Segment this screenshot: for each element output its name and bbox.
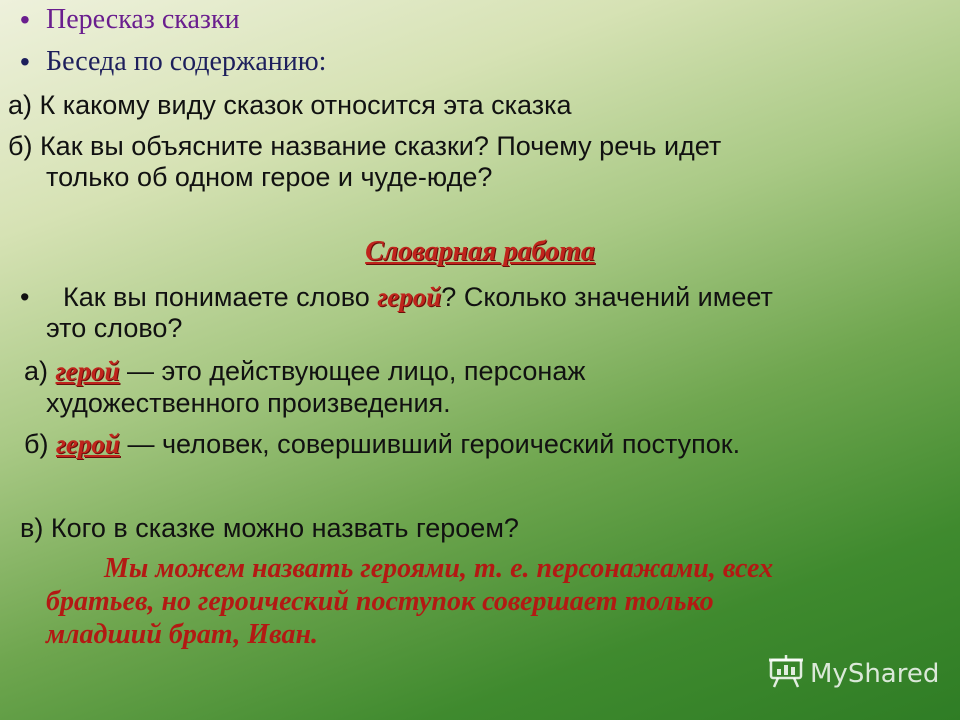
- bullet-glyph: •: [20, 282, 30, 312]
- bullet-text-retelling: Пересказ сказки: [46, 4, 240, 35]
- question-b-line1: б) Как вы объясните название сказки? Почему речь идет: [8, 131, 722, 161]
- definition-a: [24, 355, 585, 387]
- definition-b-rest: — человек, совершивший героический поступок.: [119, 429, 741, 459]
- presentation-board-icon: [768, 654, 804, 695]
- answer-line3: младший брат, Иван.: [46, 619, 319, 650]
- question-a: а) К какому виду сказок относится эта сказка: [8, 90, 572, 120]
- definition-b-word: герой: [55, 429, 120, 459]
- bullet-glyph: •: [20, 4, 30, 35]
- definition-a-line2: художественного произведения.: [46, 388, 451, 418]
- vocab-question-word: герой: [377, 282, 442, 312]
- vocab-heading: Словарная работа: [365, 236, 595, 267]
- definition-b-prefix: б): [24, 429, 56, 459]
- vocab-question-suffix: ? Сколько значений имеет: [441, 282, 773, 312]
- bullet-text-discussion: Беседа по содержанию:: [46, 46, 327, 77]
- watermark-text: MyShared: [810, 659, 940, 689]
- vocab-question-line2: это слово?: [46, 313, 183, 343]
- definition-a-rest: — это действующее лицо, персонаж: [119, 356, 586, 386]
- definition-b: [24, 428, 740, 460]
- vocab-question-prefix: Как вы понимаете слово: [62, 282, 378, 312]
- answer-line1: Мы можем назвать героями, т. е. персонажами, всех: [104, 553, 774, 584]
- vocab-question: [20, 281, 773, 313]
- bullet-glyph: •: [20, 46, 30, 77]
- question-v: в) Кого в сказке можно назвать героем?: [20, 513, 519, 543]
- answer-line2: братьев, но героический поступок совершает только: [46, 586, 714, 617]
- definition-a-prefix: а): [24, 356, 56, 386]
- definition-a-word: герой: [55, 356, 120, 386]
- watermark: [768, 654, 939, 694]
- question-b-line2: только об одном герое и чуде-юде?: [46, 162, 493, 192]
